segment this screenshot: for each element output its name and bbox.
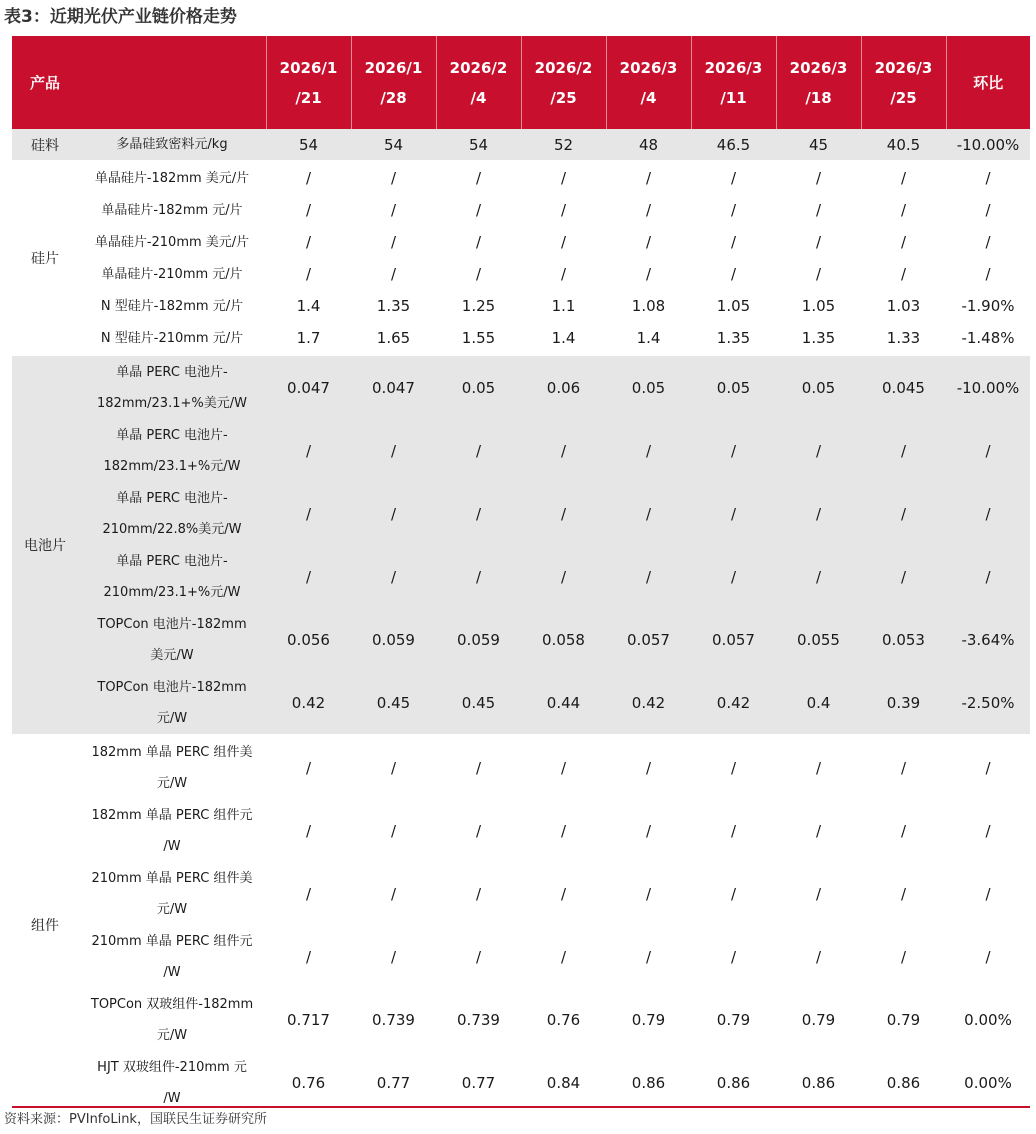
price-cell: / bbox=[436, 862, 521, 925]
price-cell: 1.7 bbox=[266, 322, 351, 354]
price-cell: 1.4 bbox=[606, 322, 691, 354]
product-label: N 型硅片-210mm 元/片 bbox=[78, 322, 266, 354]
price-cell: / bbox=[436, 545, 521, 608]
product-label: TOPCon 双玻组件-182mm 元/W bbox=[78, 988, 266, 1051]
price-cell: 0.76 bbox=[266, 1051, 351, 1114]
price-cell: 0.05 bbox=[691, 356, 776, 419]
change-cell: -1.90% bbox=[946, 290, 1030, 322]
price-cell: / bbox=[351, 162, 436, 194]
price-cell: / bbox=[351, 226, 436, 258]
price-cell: 0.79 bbox=[776, 988, 861, 1051]
table-row bbox=[12, 419, 1030, 482]
table-row bbox=[12, 226, 1030, 258]
price-cell: 0.79 bbox=[691, 988, 776, 1051]
change-cell: / bbox=[946, 862, 1030, 925]
price-cell: 0.057 bbox=[606, 608, 691, 671]
product-label: N 型硅片-182mm 元/片 bbox=[78, 290, 266, 322]
price-cell: / bbox=[776, 736, 861, 799]
price-cell: 0.39 bbox=[861, 671, 946, 734]
price-cell: 0.05 bbox=[606, 356, 691, 419]
price-cell: 1.65 bbox=[351, 322, 436, 354]
price-cell: / bbox=[606, 736, 691, 799]
price-cell: / bbox=[521, 226, 606, 258]
price-cell: / bbox=[861, 162, 946, 194]
price-cell: 0.045 bbox=[861, 356, 946, 419]
price-cell: / bbox=[691, 194, 776, 226]
header-date: 2026/2 /4 bbox=[436, 36, 521, 129]
product-label: 210mm 单晶 PERC 组件元 /W bbox=[78, 925, 266, 988]
price-cell: / bbox=[776, 799, 861, 862]
price-cell: / bbox=[861, 862, 946, 925]
price-cell: 0.05 bbox=[776, 356, 861, 419]
price-cell: / bbox=[691, 419, 776, 482]
price-cell: 1.4 bbox=[521, 322, 606, 354]
header-date: 2026/3 /4 bbox=[606, 36, 691, 129]
price-cell: 0.055 bbox=[776, 608, 861, 671]
price-cell: / bbox=[436, 799, 521, 862]
price-cell: / bbox=[436, 194, 521, 226]
price-cell: 0.053 bbox=[861, 608, 946, 671]
price-cell: / bbox=[521, 545, 606, 608]
source-note: 资料来源：PVInfoLink，国联民生证券研究所 bbox=[4, 1112, 267, 1127]
price-cell: 0.056 bbox=[266, 608, 351, 671]
price-cell: / bbox=[691, 799, 776, 862]
price-cell: / bbox=[691, 862, 776, 925]
price-cell: / bbox=[436, 258, 521, 290]
change-cell: / bbox=[946, 226, 1030, 258]
price-cell: 40.5 bbox=[861, 129, 946, 160]
table-body bbox=[12, 129, 1030, 1114]
price-cell: 0.059 bbox=[436, 608, 521, 671]
price-cell: / bbox=[521, 162, 606, 194]
price-cell: 1.25 bbox=[436, 290, 521, 322]
change-cell: -10.00% bbox=[946, 129, 1030, 160]
price-cell: / bbox=[691, 482, 776, 545]
price-cell: / bbox=[351, 799, 436, 862]
product-label: 单晶硅片-210mm 元/片 bbox=[78, 258, 266, 290]
table-row bbox=[12, 545, 1030, 608]
table-row bbox=[12, 162, 1030, 194]
table-row bbox=[12, 356, 1030, 419]
price-cell: 0.739 bbox=[436, 988, 521, 1051]
table-row bbox=[12, 1051, 1030, 1114]
price-cell: 0.047 bbox=[266, 356, 351, 419]
change-cell: / bbox=[946, 736, 1030, 799]
price-cell: / bbox=[266, 545, 351, 608]
price-cell: / bbox=[606, 258, 691, 290]
price-cell: 45 bbox=[776, 129, 861, 160]
price-cell: / bbox=[266, 736, 351, 799]
change-cell: / bbox=[946, 799, 1030, 862]
price-cell: 0.06 bbox=[521, 356, 606, 419]
price-cell: / bbox=[521, 419, 606, 482]
header-date: 2026/1 /21 bbox=[266, 36, 351, 129]
price-cell: / bbox=[351, 482, 436, 545]
price-cell: / bbox=[266, 482, 351, 545]
table-row bbox=[12, 925, 1030, 988]
price-cell: / bbox=[861, 799, 946, 862]
change-cell: -2.50% bbox=[946, 671, 1030, 734]
price-cell: 1.4 bbox=[266, 290, 351, 322]
price-cell: / bbox=[436, 482, 521, 545]
price-cell: 1.08 bbox=[606, 290, 691, 322]
price-cell: / bbox=[266, 799, 351, 862]
change-cell: / bbox=[946, 258, 1030, 290]
price-cell: / bbox=[606, 925, 691, 988]
price-cell: 0.79 bbox=[861, 988, 946, 1051]
price-cell: / bbox=[436, 419, 521, 482]
change-cell: / bbox=[946, 419, 1030, 482]
price-cell: / bbox=[861, 419, 946, 482]
group-label: 组件 bbox=[12, 736, 78, 1114]
change-cell: / bbox=[946, 162, 1030, 194]
product-label: 多晶硅致密料元/kg bbox=[78, 129, 266, 160]
table-row bbox=[12, 862, 1030, 925]
price-cell: / bbox=[351, 736, 436, 799]
price-cell: 0.4 bbox=[776, 671, 861, 734]
price-cell: / bbox=[436, 162, 521, 194]
price-cell: / bbox=[266, 226, 351, 258]
table-bottom-rule bbox=[12, 1106, 1030, 1108]
price-cell: / bbox=[266, 162, 351, 194]
price-cell: / bbox=[521, 862, 606, 925]
price-cell: 1.35 bbox=[691, 322, 776, 354]
price-cell: / bbox=[606, 862, 691, 925]
price-cell: 0.77 bbox=[351, 1051, 436, 1114]
price-cell: / bbox=[606, 162, 691, 194]
table-row bbox=[12, 799, 1030, 862]
price-cell: 1.33 bbox=[861, 322, 946, 354]
table-row bbox=[12, 322, 1030, 354]
price-cell: / bbox=[521, 482, 606, 545]
price-cell: / bbox=[606, 226, 691, 258]
product-label: HJT 双玻组件-210mm 元 /W bbox=[78, 1051, 266, 1114]
price-cell: / bbox=[521, 799, 606, 862]
price-cell: / bbox=[436, 736, 521, 799]
table-row bbox=[12, 736, 1030, 799]
price-cell: 1.1 bbox=[521, 290, 606, 322]
header-blank bbox=[78, 36, 266, 129]
price-cell: / bbox=[521, 925, 606, 988]
price-cell: / bbox=[691, 258, 776, 290]
table-row bbox=[12, 482, 1030, 545]
price-cell: 0.86 bbox=[776, 1051, 861, 1114]
header-date: 2026/3 /11 bbox=[691, 36, 776, 129]
product-label: 182mm 单晶 PERC 组件美 元/W bbox=[78, 736, 266, 799]
price-cell: / bbox=[351, 545, 436, 608]
price-cell: 0.047 bbox=[351, 356, 436, 419]
product-label: 单晶硅片-210mm 美元/片 bbox=[78, 226, 266, 258]
price-cell: / bbox=[606, 482, 691, 545]
group-label: 硅料 bbox=[12, 129, 78, 160]
price-cell: 0.86 bbox=[691, 1051, 776, 1114]
price-table bbox=[12, 36, 1030, 1114]
price-cell: / bbox=[776, 162, 861, 194]
price-cell: / bbox=[266, 925, 351, 988]
product-label: TOPCon 电池片-182mm 美元/W bbox=[78, 608, 266, 671]
price-cell: / bbox=[266, 194, 351, 226]
change-cell: -3.64% bbox=[946, 608, 1030, 671]
price-cell: 0.77 bbox=[436, 1051, 521, 1114]
header-change: 环比 bbox=[946, 36, 1030, 129]
table-row bbox=[12, 988, 1030, 1051]
table-row bbox=[12, 671, 1030, 734]
price-cell: 0.44 bbox=[521, 671, 606, 734]
price-cell: 0.84 bbox=[521, 1051, 606, 1114]
price-cell: 0.79 bbox=[606, 988, 691, 1051]
price-cell: / bbox=[691, 226, 776, 258]
price-cell: / bbox=[351, 925, 436, 988]
price-cell: / bbox=[776, 226, 861, 258]
price-cell: / bbox=[606, 545, 691, 608]
header-product: 产品 bbox=[12, 36, 78, 129]
header-date: 2026/3 /18 bbox=[776, 36, 861, 129]
price-cell: / bbox=[861, 226, 946, 258]
table-row bbox=[12, 608, 1030, 671]
price-cell: / bbox=[436, 226, 521, 258]
price-cell: / bbox=[606, 194, 691, 226]
table-row bbox=[12, 290, 1030, 322]
price-cell: / bbox=[776, 482, 861, 545]
price-cell: 0.058 bbox=[521, 608, 606, 671]
price-cell: 54 bbox=[436, 129, 521, 160]
price-cell: 1.35 bbox=[776, 322, 861, 354]
group-label: 硅片 bbox=[12, 162, 78, 354]
price-cell: / bbox=[521, 194, 606, 226]
change-cell: 0.00% bbox=[946, 988, 1030, 1051]
price-cell: / bbox=[861, 925, 946, 988]
change-cell: / bbox=[946, 925, 1030, 988]
price-cell: / bbox=[436, 925, 521, 988]
price-cell: / bbox=[266, 258, 351, 290]
price-cell: / bbox=[521, 258, 606, 290]
price-cell: / bbox=[521, 736, 606, 799]
change-cell: / bbox=[946, 545, 1030, 608]
price-cell: 0.86 bbox=[606, 1051, 691, 1114]
change-cell: 0.00% bbox=[946, 1051, 1030, 1114]
price-cell: 0.86 bbox=[861, 1051, 946, 1114]
price-cell: / bbox=[861, 545, 946, 608]
price-cell: 54 bbox=[351, 129, 436, 160]
price-cell: 54 bbox=[266, 129, 351, 160]
price-cell: 0.45 bbox=[351, 671, 436, 734]
table-row bbox=[12, 129, 1030, 160]
price-cell: / bbox=[861, 194, 946, 226]
price-cell: 0.057 bbox=[691, 608, 776, 671]
price-cell: / bbox=[861, 482, 946, 545]
price-cell: / bbox=[691, 545, 776, 608]
price-cell: 0.45 bbox=[436, 671, 521, 734]
price-cell: 0.42 bbox=[606, 671, 691, 734]
price-cell: / bbox=[861, 736, 946, 799]
header-date: 2026/1 /28 bbox=[351, 36, 436, 129]
price-cell: 1.05 bbox=[691, 290, 776, 322]
header-date: 2026/2 /25 bbox=[521, 36, 606, 129]
price-cell: / bbox=[776, 545, 861, 608]
price-cell: 48 bbox=[606, 129, 691, 160]
price-cell: 52 bbox=[521, 129, 606, 160]
price-cell: 0.059 bbox=[351, 608, 436, 671]
price-cell: 1.55 bbox=[436, 322, 521, 354]
price-cell: / bbox=[776, 194, 861, 226]
price-cell: / bbox=[691, 736, 776, 799]
product-label: 210mm 单晶 PERC 组件美 元/W bbox=[78, 862, 266, 925]
table-title: 表3：近期光伏产业链价格走势 bbox=[4, 7, 237, 27]
price-cell: 46.5 bbox=[691, 129, 776, 160]
table-row bbox=[12, 194, 1030, 226]
price-cell: 1.05 bbox=[776, 290, 861, 322]
change-cell: / bbox=[946, 194, 1030, 226]
price-cell: / bbox=[266, 862, 351, 925]
product-label: 单晶 PERC 电池片- 210mm/22.8%美元/W bbox=[78, 482, 266, 545]
price-cell: / bbox=[266, 419, 351, 482]
product-label: 单晶硅片-182mm 元/片 bbox=[78, 194, 266, 226]
price-cell: / bbox=[606, 799, 691, 862]
header-row bbox=[12, 36, 1030, 129]
price-cell: / bbox=[691, 925, 776, 988]
price-cell: 1.03 bbox=[861, 290, 946, 322]
price-cell: / bbox=[861, 258, 946, 290]
price-cell: 0.42 bbox=[266, 671, 351, 734]
price-cell: / bbox=[351, 194, 436, 226]
price-cell: / bbox=[351, 419, 436, 482]
price-cell: / bbox=[351, 862, 436, 925]
change-cell: -10.00% bbox=[946, 356, 1030, 419]
price-cell: 0.717 bbox=[266, 988, 351, 1051]
price-cell: / bbox=[776, 258, 861, 290]
price-cell: / bbox=[606, 419, 691, 482]
price-cell: 0.739 bbox=[351, 988, 436, 1051]
product-label: 单晶 PERC 电池片- 182mm/23.1+%元/W bbox=[78, 419, 266, 482]
product-label: 单晶 PERC 电池片- 210mm/23.1+%元/W bbox=[78, 545, 266, 608]
change-cell: -1.48% bbox=[946, 322, 1030, 354]
change-cell: / bbox=[946, 482, 1030, 545]
price-cell: / bbox=[691, 162, 776, 194]
group-label: 电池片 bbox=[12, 356, 78, 734]
price-cell: / bbox=[351, 258, 436, 290]
table-row bbox=[12, 258, 1030, 290]
price-cell: 0.05 bbox=[436, 356, 521, 419]
product-label: 单晶 PERC 电池片- 182mm/23.1+%美元/W bbox=[78, 356, 266, 419]
price-cell: 0.76 bbox=[521, 988, 606, 1051]
product-label: 182mm 单晶 PERC 组件元 /W bbox=[78, 799, 266, 862]
product-label: TOPCon 电池片-182mm 元/W bbox=[78, 671, 266, 734]
price-cell: / bbox=[776, 419, 861, 482]
price-cell: / bbox=[776, 862, 861, 925]
price-cell: / bbox=[776, 925, 861, 988]
price-cell: 0.42 bbox=[691, 671, 776, 734]
header-date: 2026/3 /25 bbox=[861, 36, 946, 129]
product-label: 单晶硅片-182mm 美元/片 bbox=[78, 162, 266, 194]
price-cell: 1.35 bbox=[351, 290, 436, 322]
